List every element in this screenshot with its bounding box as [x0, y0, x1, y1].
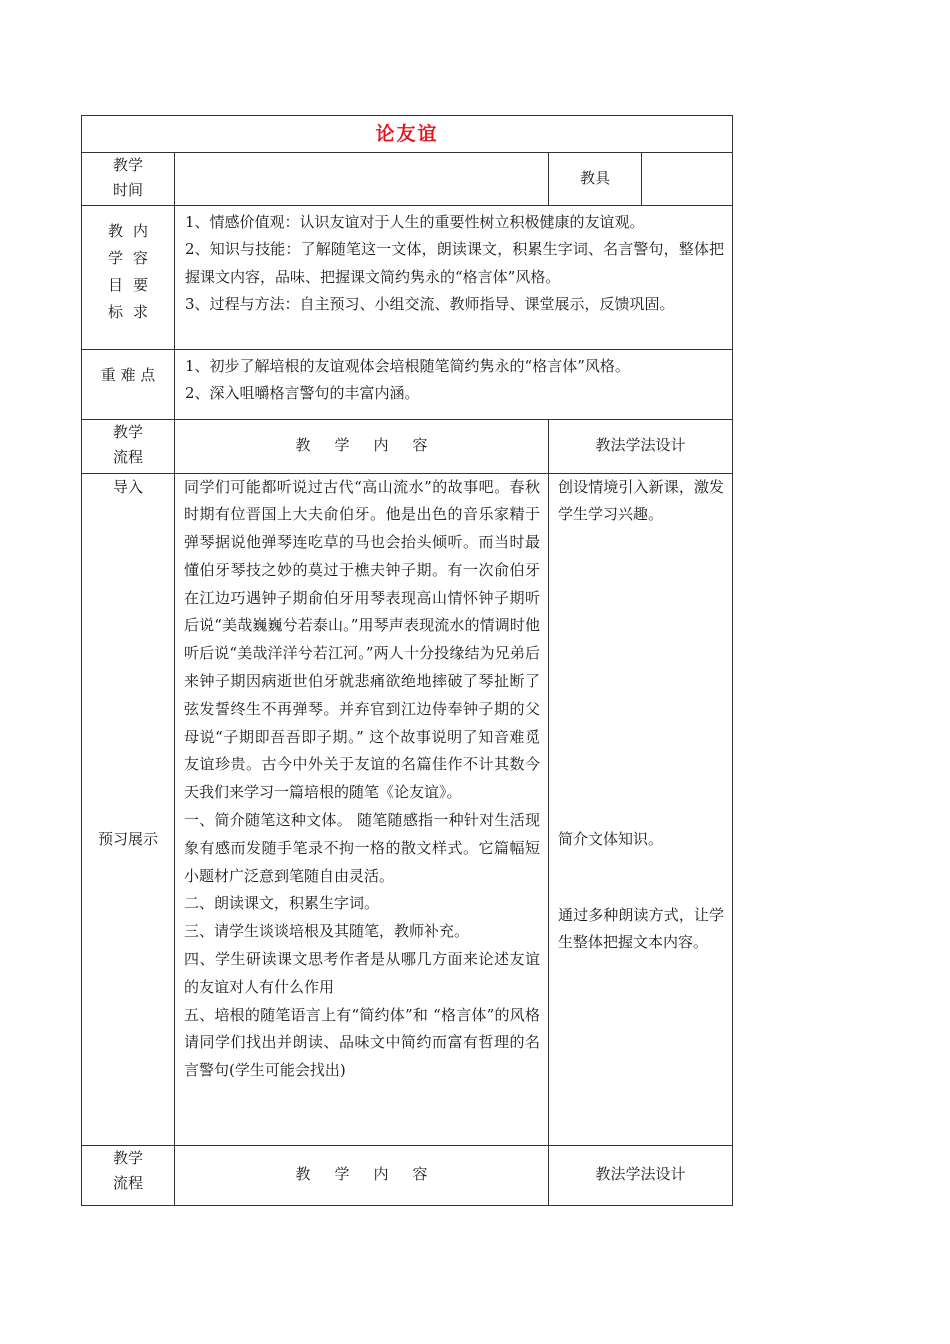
lesson-plan-sheet	[81, 115, 732, 1206]
key-point-item-2: 2、深入咀嚼格言警句的丰富内涵。	[185, 384, 420, 402]
goal-item-3: 3、过程与方法：自主预习、小组交流、教师指导、课堂展示，反馈巩固。	[185, 295, 675, 313]
intro-story: 同学们可能都听说过古代“高山流水”的故事吧。春秋时期有位晋国上大夫俞伯牙。他是出色的音乐家精于弹琴据说他弹琴连吃草的马也会抬头倾听。而当时最懂伯牙琴技之妙的莫过于樵夫钟子期。有一次俞伯牙在江边巧遇钟子期俞伯牙用琴表现高山情怀钟子期听后说“美哉巍巍兮若泰山。”用琴声表现流水的情调时他听后说“美哉洋洋兮若江河。”两人十分投缘结为兄弟后来钟子期因病逝世伯牙就悲痛欲绝地摔破了琴扯断了弦发誓终生不再弹琴。并弃官到江边侍奉钟子期的父母说“子期即吾吾即子期。” 这个故事说明了知音难觅友谊珍贵。古今中外关于友谊的名篇佳作不计其数今天我们来学习一篇培根的随笔《论友谊》。	[184, 477, 540, 802]
flow-content-header-cell-2	[175, 1145, 549, 1205]
flow-method-header-2: 教法学法设计	[595, 1165, 686, 1184]
lesson-plan-table	[81, 115, 733, 1206]
intro-label: 导入	[112, 477, 143, 496]
time-label-cell	[82, 153, 175, 206]
method-preview: 简介文体知识。	[558, 829, 664, 848]
flow-content-header: 教学内容	[295, 436, 452, 455]
tools-label: 教具	[579, 169, 610, 187]
key-point-item-1: 1、初步了解培根的友谊观体会培根随笔简约隽永的“格言体”风格。	[185, 356, 630, 375]
tools-value-cell	[642, 153, 733, 206]
goals-content-cell	[175, 205, 733, 349]
flow-label-cell-2	[82, 1145, 175, 1205]
method-intro: 创设情境引入新课，激发学生学习兴趣。	[558, 477, 725, 524]
goals-label: 教内学容目要标求	[108, 221, 148, 321]
page-title: 论友谊	[375, 122, 439, 145]
goal-item-1: 1、情感价值观：认识友谊对于人生的重要性树立积极健康的友谊观。	[185, 212, 645, 231]
step-3: 三、请学生谈谈培根及其随笔，教师补充。	[184, 922, 470, 941]
flow-method-header-cell-2	[549, 1145, 733, 1205]
flow-content-cell	[175, 473, 549, 1145]
step-1: 一、简介随笔这种文体。 随笔随感指一种针对生活现象有感而发随手笔录不拘一格的散文样式。它篇幅短小题材广泛意到笔随自由灵活。	[184, 811, 540, 885]
flow-method-header: 教法学法设计	[595, 436, 686, 455]
flow-method-cell	[549, 473, 733, 1145]
goal-item-2: 2、知识与技能：了解随笔这一文体，朗读课文，积累生字词、名言警句，整体把握课文内容，品味、把握课文简约隽永的“格言体”风格。	[185, 240, 725, 286]
title-cell	[82, 116, 733, 153]
step-2: 二、朗读课文，积累生字词。	[184, 894, 380, 913]
time-value-cell	[175, 153, 549, 206]
key-points-content-cell	[175, 349, 733, 419]
flow-content-header-cell	[175, 419, 549, 473]
flow-label-cell	[82, 419, 175, 473]
flow-stage-cell	[82, 473, 175, 1145]
step-5: 五、培根的随笔语言上有“简约体”和 “格言体”的风格请同学们找出并朗读、品味文中简约而富有哲理的名言警句(学生可能会找出)	[184, 1005, 540, 1080]
flow-label-line-1: 教学	[112, 422, 143, 441]
preview-label: 预习展示	[97, 829, 158, 848]
tools-label-cell	[549, 153, 642, 206]
flow-method-header-cell	[549, 419, 733, 473]
step-4: 四、学生研读课文思考作者是从哪几方面来论述友谊的友谊对人有什么作用	[184, 950, 540, 996]
goals-label-cell	[82, 205, 175, 349]
flow-label-2-line-2: 流程	[112, 1173, 143, 1192]
key-points-label-cell	[82, 349, 175, 419]
method-reading: 通过多种朗读方式，让学生整体把握文本内容。	[558, 905, 725, 952]
flow-content-header-2: 教学内容	[295, 1165, 452, 1184]
flow-label-2-line-1: 教学	[112, 1148, 143, 1167]
time-label-line-2: 时间	[112, 181, 143, 199]
flow-label-line-2: 流程	[112, 447, 143, 466]
time-label-line-1: 教学	[112, 156, 143, 174]
key-points-label: 重 难 点	[100, 365, 156, 384]
